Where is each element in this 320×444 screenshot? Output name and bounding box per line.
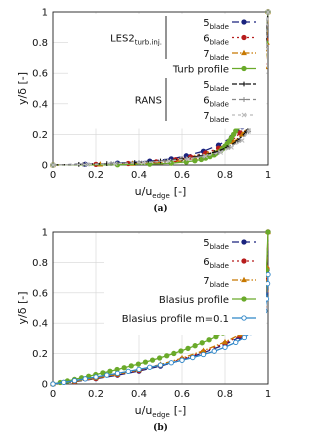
x-tick-label: 0.6 [174, 389, 190, 400]
legend-box [68, 14, 266, 129]
y-tick-label: 0.4 [32, 99, 48, 111]
y-tick-label: 1 [41, 7, 48, 19]
legend-entry-name: 6 [203, 33, 210, 45]
x-tick-label: 0 [49, 389, 57, 400]
data-point [191, 355, 195, 359]
legend-entry-name: 6 [203, 257, 210, 268]
x-axis-label [135, 185, 187, 200]
legend-entry-label [159, 295, 229, 306]
data-point [148, 365, 152, 369]
legend-entry-name: Turb profile [172, 64, 229, 76]
y-axis-label: y/δ [-] [16, 72, 29, 105]
legend-entry-name: 7 [203, 111, 210, 122]
x-tick-label: 1 [264, 389, 272, 400]
data-point [172, 351, 176, 355]
x-tick-label: 0.8 [217, 389, 233, 400]
y-tick-label: 0.2 [32, 349, 48, 361]
legend-entry-name: 5 [203, 238, 210, 249]
x-tick-label: 0.2 [88, 389, 104, 400]
data-point [62, 380, 66, 384]
y-tick-label: 0.8 [32, 38, 48, 50]
x-axis-label [135, 404, 187, 419]
legend-entry-subscript: blade [209, 100, 229, 109]
data-point [137, 367, 141, 371]
y-tick-label: 0.6 [32, 288, 48, 300]
legend-group-name: RANS [134, 95, 162, 107]
data-point [207, 338, 211, 342]
data-point [234, 340, 238, 344]
legend-entry-label [172, 65, 229, 76]
data-point [115, 371, 119, 375]
legend-swatch-marker [242, 297, 246, 301]
data-point [199, 157, 203, 161]
data-point [94, 375, 98, 379]
data-point [169, 361, 173, 365]
legend-swatch-marker [242, 259, 246, 263]
data-point [165, 354, 169, 358]
legend-entry-name: 5 [203, 80, 210, 91]
data-point [214, 334, 218, 338]
chart-panel-a [16, 8, 271, 215]
data-point [143, 360, 147, 364]
x-axis-label-unit: [-] [173, 185, 187, 198]
data-point [212, 349, 216, 353]
chart-panel-b [16, 228, 271, 434]
legend-group-label [135, 96, 162, 107]
x-axis-label-main: u/u [134, 185, 153, 198]
data-point [180, 358, 184, 362]
data-point [122, 366, 126, 370]
data-point [242, 335, 246, 339]
y-tick-label: 0 [41, 379, 48, 391]
legend-entry-subscript: blade [209, 85, 229, 93]
legend-entry-name: 6 [203, 95, 210, 107]
legend-swatch-marker [242, 240, 246, 244]
x-tick-label: 0.6 [174, 170, 190, 181]
data-point [193, 159, 197, 163]
y-axis-label: y/δ [-] [16, 291, 29, 325]
legend-swatch-marker [242, 20, 246, 24]
legend-entry-name: 7 [203, 276, 210, 287]
data-point [266, 230, 270, 234]
data-point [51, 382, 55, 386]
legend-entry-subscript: blade [209, 23, 229, 31]
legend-swatch-marker [242, 66, 246, 70]
legend-entry-subscript: blade [209, 262, 229, 270]
legend-entry-name: 7 [203, 49, 210, 60]
data-point [83, 377, 87, 381]
data-point [158, 363, 162, 367]
legend-group-name: LES2 [110, 33, 135, 45]
data-point [223, 345, 227, 349]
data-point [200, 341, 204, 345]
data-point [105, 373, 109, 377]
data-point [179, 349, 183, 353]
legend-swatch-marker [242, 35, 246, 39]
legend-entry-name: Blasius profile [158, 295, 229, 306]
y-tick-label: 0.6 [32, 68, 48, 80]
legend-swatch-marker [242, 316, 246, 320]
y-tick-label: 0 [41, 160, 48, 172]
data-point [150, 358, 154, 362]
y-tick-label: 0.8 [32, 257, 48, 269]
y-tick-label: 0.2 [32, 129, 48, 141]
figure-caption: (b) [153, 423, 168, 433]
legend-entry-name: 5 [203, 18, 210, 29]
x-axis-label-unit: [-] [173, 404, 187, 417]
x-tick-label: 1 [264, 170, 272, 181]
legend-group-subscript: turb.inj. [134, 38, 162, 47]
legend-entry-name: Blasius profile m=0.1 [121, 314, 229, 325]
x-tick-label: 0.2 [88, 170, 104, 181]
x-axis-label-main: u/u [134, 404, 153, 417]
legend-entry-subscript: blade [209, 54, 229, 62]
x-tick-label: 0.8 [217, 170, 233, 181]
legend-entry-label [122, 314, 229, 325]
data-point [186, 346, 190, 350]
y-tick-label: 1 [41, 227, 48, 239]
data-point [157, 356, 161, 360]
data-point [266, 272, 270, 276]
x-axis-label-subscript: edge [152, 192, 170, 200]
data-point [265, 281, 269, 285]
data-point [108, 369, 112, 373]
data-point [126, 369, 130, 373]
x-tick-label: 0 [49, 170, 57, 181]
data-point [72, 378, 76, 382]
x-tick-label: 0.4 [131, 389, 147, 400]
data-point [193, 343, 197, 347]
legend-entry-subscript: blade [209, 281, 229, 289]
figure-caption: (a) [153, 204, 168, 214]
x-tick-label: 0.4 [131, 170, 147, 181]
legend-entry-subscript: blade [209, 243, 229, 251]
data-point [129, 364, 133, 368]
y-tick-label: 0.4 [32, 318, 48, 330]
x-axis-label-subscript: edge [152, 411, 170, 419]
legend-entry-subscript: blade [209, 38, 229, 47]
data-point [136, 362, 140, 366]
data-point [201, 352, 205, 356]
legend-entry-subscript: blade [209, 116, 229, 124]
